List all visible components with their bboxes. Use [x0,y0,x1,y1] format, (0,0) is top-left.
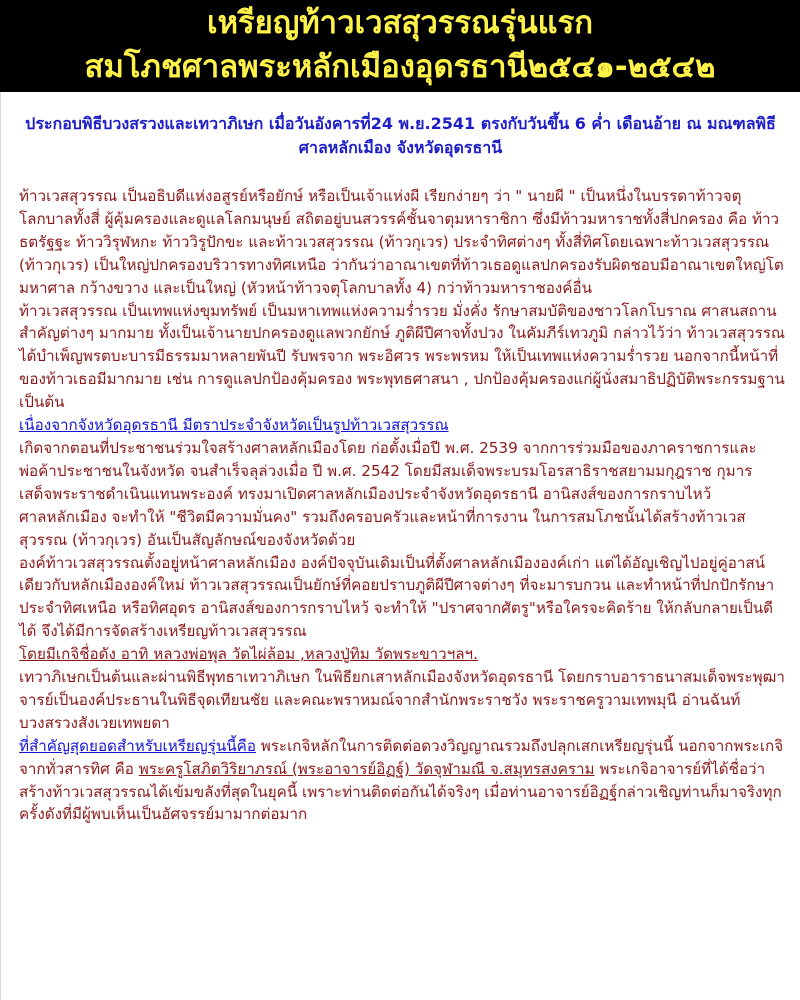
article-body [19,185,786,826]
key-highlight-link[interactable]: ที่สำคัญสุดยอดสำหรับเหรียญรุ่นนี้คือ [19,736,256,755]
paragraph-statue-location: องค์ท้าวเวสสุวรรณตั้งอยู่หน้าศาลหลักเมือง องค์ปัจจุบันเดิมเป็นที่ตั้งศาลหลักเมืององค์เก่า แต่ได้อัญเชิญไปอยู่คู่อาสน์เดียวกับหลักเมืององค์ใหม่ ท้าวเวสสุวรรณเป็นยักษ์ที่คอยปราบภูติผีปีศาจต่างๆ ที่จะมารบกวน และทำหน้าที่ปกปักรักษาประจำทิศเหนือ หรือทิศอุดร อานิสงส์ของการกราบไหว้ จะทำให้ "ปราศจากศัตรู"หรือใครจะคิดร้าย ให้กลับกลายเป็นดีได้ จึงได้มีการจัดสร้างเหรียญท้าวเวสสุวรรณ [19,553,775,641]
paragraph-key-monk [19,735,786,827]
paragraph-famous-monks [19,643,786,666]
ceremony-subheading: ประกอบพิธีบวงสรวงและเทวาภิเษก เมื่อวันอังคารที่24 พ.ย.2541 ตรงกับวันขึ้น 6 ค่ำ เดือนอ้าย ณ มณฑลพิธีศาลหลักเมือง จังหวัดอุดรธานี [25,114,776,157]
paragraph-city-pillar-history: เกิดจากตอนที่ประชาชนร่วมใจสร้างศาลหลักเมืองโดย ก่อตั้งเมื่อปี พ.ศ. 2539 จากการร่วมมือของภาคราชการและพ่อค้าประชาชนในจังหวัด จนสำเร็จลุล่วงเมื่อ ปี พ.ศ. 2542 โดยมีสมเด็จพระบรมโอรสาธิราชสยามมกุฎราช กุมาร เสด็จพระราชดำเนินแทนพระองค์ ทรงมาเปิดศาลหลักเมืองประจำจังหวัดอุดรธานี อานิสงส์ของการกราบไหว้ศาลหลักเมือง จะทำให้ "ชีวิตมีความมั่นคง" รวมถึงครอบครัวและหน้าที่การงาน ในการสมโภชนั้นได้สร้างท้าวเวสสุวรรณ (ท้าวกุเวร) อันเป็นสัญลักษณ์ของจังหวัดด้วย [19,438,757,549]
paragraph-vessavana-intro: ท้าวเวสสุวรรณ เป็นอธิบดีแห่งอสูรย์หรือยักษ์ หรือเป็นเจ้าแห่งผี เรียกง่ายๆ ว่า " นายผี " เป็นหนึ่งในบรรดาท้าวจตุโลกบาลทั้งสี่ ผู้คุ้มครองและดูแลโลกมนุษย์ สถิตอยู่บนสวรรค์ชั้นจาตุมหาราชิกา ซึ่งมีท้าวมหาราชทั้งสี่ปกครอง คือ ท้าวธตรัฐฐะ ท้าววิรุฬหกะ ท้าววิรูปักขะ และท้าวเวสสุวรรณ (ท้าวกุเวร) ประจำทิศต่างๆ ทั้งสี่ทิศโดยเฉพาะท้าวเวสสุวรรณ (ท้าวกุเวร) เป็นใหญ่ปกครองบริวารทางทิศเหนือ ว่ากันว่าอาณาเขตที่ท้าวเธอดูแลปกครองรับผิดชอบมีอาณาเขตใหญ่โตมหาศาล กว้างขวาง และเป็นใหญ่ (หัวหน้าท้าวจตุโลกบาลทั้ง 4) กว่าท้าวมหาราชองค์อื่น [19,187,784,297]
key-monk-name: พระครูโสภิตวิริยาภรณ์ (พระอาจารย์อิฏฐ์) วัดจุฬามณี จ.สมุทรสงคราม [138,759,595,778]
banner-title-line-1: เหรียญท้าวเวสสุวรรณรุ่นแรก [206,5,594,41]
famous-monks-text: โดยมีเกจิชื่อดัง อาทิ หลวงพ่อพุล วัดไผ่ล้อม ,หลวงปู่ทิม วัดพระขาวฯลฯ. [19,645,478,664]
banner-title-line-2: สมโภชศาลพระหลักเมืองอุดรธานี๒๕๔๑-๒๕๔๒ [84,49,716,85]
article-page [0,92,800,1000]
paragraph-consecration-ceremony: เทวาภิเษกเป็นต้นและผ่านพิธีพุทธาเทวาภิเษก ในพิธียกเสาหลักเมืองจังหวัดอุดรธานี โดยกราบอาราธนาสมเด็จพระพุฒาจารย์เป็นองค์ประธานในพิธีจุดเทียนชัย และคณะพราหมณ์จากสำนักพระราชวัง พระราชครูวามเทพมุนี อ่านฉันท์บวงสรวงสังเวยเทพยดา [19,668,785,732]
paragraph-wealth-deity: ท้าวเวสสุวรรณ เป็นเทพแห่งขุมทรัพย์ เป็นมหาเทพแห่งความร่ำรวย มั่งคั่ง รักษาสมบัติของชาวโลกโบราณ ศาสนสถานสำคัญต่างๆ มากมาย ทั้งเป็นเจ้านายปกครองดูแลพวกยักษ์ ภูติผีปีศาจทั้งปวง ในคัมภีร์เทวภูมิ กล่าวไว้ว่า ท้าวเวสสุวรรณได้บำเพ็ญพรตบะบารมีธรรมมาหลายพันปี รับพรจาก พระอิศวร พระพรหม ให้เป็นเทพแห่งความร่ำรวย นอกจากนี้หน้าที่ของท้าวเธอมีมากมาย เช่น การดูแลปกป้องคุ้มครอง พระพุทธศาสนา , ปกป้องคุ้มครองแก่ผู้นั่งสมาธิปฏิบัติพระกรรมฐาน เป็นต้น [19,301,785,412]
key-monk-text-b: พระเกจิอาจารย์ที่ได้ชื่อว่าสร้างท้าวเวสสุวรรณได้เข้มขลังที่สุดในยุคนี้ เพราะท่านติดต่อกันได้จริงๆ เมื่อท่านอาจารย์อิฏฐ์กล่าวเชิญท่านก็มาจริงทุกครั้งดังที่มีผู้พบเห็นเป็นอัศจรรย์มามากต่อมาก [19,759,782,824]
key-monk-text-a: พระเกจิหลักในการติดต่อดวงวิญญาณรวมถึงปลุกเสกเหรียญรุ่นนี้ นอกจากพระเกจิจากทั่วสารทิศ คือ [19,736,784,778]
title-banner [0,0,800,92]
province-emblem-link[interactable] [19,414,786,437]
province-emblem-link-text[interactable]: เนื่องจากจังหวัดอุดรธานี มีตราประจำจังหวัดเป็นรูปท้าวเวสสุวรรณ [19,416,449,435]
